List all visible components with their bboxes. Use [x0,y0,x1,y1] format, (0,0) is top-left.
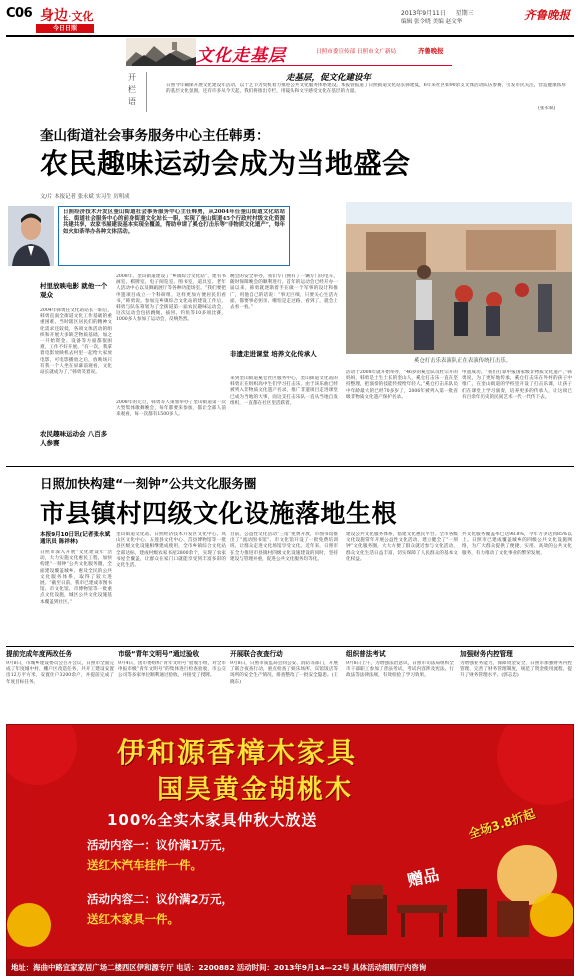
brief-1 [6,650,114,720]
article2-col2-text: 奎山街道文化站、日照经济技术开发区文化中心、岚山区文化中心、五莲县文化中心、莒县博物馆等一批县区级文化设施相继建成使用，全市乡镇综合文化站全部达标，建成村级农家书屋2800余个，实现了农家书屋全覆盖，让群众在家门口就能享受到丰富多彩的文化生活。 [116,532,226,569]
ad-event-1-line2: 送红木汽车挂件一件。 [87,858,202,872]
section-name: 身边 [40,8,68,24]
ad-promo-headline: 100%全实木家具仲秋大放送 [107,811,318,829]
ad-brand-2: 国昊黄金胡桃木 [157,775,354,805]
article2-headline: 市县镇村四级文化设施落地生根 [40,499,398,528]
advertisement [6,724,574,976]
article1-col2-text-2: 2008年的元旦，韩勇等人策划举办了奎山街道第一次大型集体歌舞晚会，每年都要来参加，都让全部人前来观看，每一次都有1500多人。 [116,400,226,418]
brief-body: 9月8日上午，为增强法治意识，日照市司法局组织全市干部职工参加了普法考试，考试内容涉及宪法、行政法等法律法规，有效检验了学习效果。 [346,661,454,679]
brief-title: 提前完成年度两改任务 [6,650,72,658]
intro-text: 日照经济技术开发区奎山街道社会事务服务中心主任韩勇，从2004年任奎山街道文化站站长、街道社会服务中心的前身街道文化站长一职，实现了奎山街道45个行政村村级文化资源共建共享，农家书屋建设基本实现全覆盖，帮助申请了奚仓打击乐等“非物质文化遗产”，每年如火如荼举办各种文体活动。 [63,209,285,235]
article2-col5-text: 共文化服务覆盖率已达98.8%，今年力争达到85%以上。日照市已建成覆盖城乡的四级公共文化设施网络，为广大群众提供了便捷、实用、高效的公共文化服务，有力推动了文化事业的繁荣发展。 [462,532,572,556]
article1-byline: 文/片 本报记者 张永斌 实习生 厉明成 [40,194,130,200]
date-line [401,8,474,17]
brief-body: 9月8日，日照市质监局会同公安、消防等部门，开展了联合夜查行动，重点检查了娱乐场所、宾馆饭店等场所的安全生产情况，排查整改了一批安全隐患。(王晓东) [230,661,338,685]
brief-body: 为增强业务能力，保障资金安全，日照市加强财务内控管理，完善了财务管理制度，规范了资金使用流程，提升了财务管理水平。(郭志忠) [460,661,572,679]
article2-col4-text: 建设公共文化服务体系，搭建文化惠民平台。全市各级文化设施常年开展公益性文化活动，建立健全了“一刻钟”文化服务圈，大大方便了群众就近参与文化活动，群众文化生活日益丰富，切实保障了人民群众的基本文化权益。 [346,532,458,562]
performance-photo [346,202,572,354]
brief-body: 9月4日，团市委组织“青年文明号”验收小组，对全市申报市级“青年文明号”的集体进行检查验收，市公交公司等多家单位顺利通过验收，并接受了授牌。 [118,661,226,679]
ad-footer: 地址：海曲中路宜家家居广场二楼西区伊和源专厅 电话：2200882 活动时间：2013年9月14—22号 具体活动细则厅内咨询 [7,959,574,976]
banner-landscape-icon [126,38,196,66]
article2-col1-text: 日照市深入开展“文化建设年”活动，大力实施文化惠民工程，加快构建“一刻钟”公共文化服务圈，全面建设覆盖城乡、惠及全民的公共文化服务体系，取得了较大进展。“截至日前，我市已建成市图书馆、市文化馆、市博物馆等一批重点文化设施，城区公共文化设施基本覆盖到社区。” [40,550,112,605]
editor-note [126,70,572,116]
article1-col1-text: 2004年韩勇任文化站站长一职后，韩勇直面全街道文化工作基础的重重困难。当时辖区居民们的精神文化需求还较低，各项文体活动的组织和开展大多缺乏物质基础，加之一开始资金、设备等方面都很困难，工作不好开展。“有一次，我拿着电影放映机去村里一起给大家放电影，可电影播放之后，放映场只有我一个人坐在屏幕前观看，文化站长就成为了，”韩勇笑着说。 [40,308,112,376]
article-divider [6,466,574,467]
section-sub: 文化 [71,10,94,23]
brief-title: 组织普法考试 [346,650,386,658]
brief-4 [346,650,454,720]
article1-headline: 农民趣味运动会成为当地盛会 [40,147,411,180]
article2-kicker: 日照加快构建“一刻钟”公共文化服务圈 [40,476,257,491]
portrait-photo [8,206,54,266]
subtag-badge: 今日日照 [36,24,94,33]
ad-event-2-line2: 送红木家具一件。 [87,912,179,926]
article1-col2-text: 2008年，奎山街道建设了“乡镇综合文化站”，建有书画室、棋牌室、电子阅览室、图书室、道具室、老年人活动中心以及舞蹈展厅等各种功能场室。“我们要把申遗项目成立一个科研组，这样更加方便居民们看书，”韩勇说。参加完乡镇综合文化站的建设工作后，韩勇与队伍筹划为了全街道第一届农民趣味运动会，这次运动会包括跳绳、拔河、钓鱼等10多项比赛，1000多人参加了运动会，反响热烈。 [116,274,226,323]
ad-event-1-line1: 活动内容一：议价满1万元， [87,838,234,852]
weekday: 星期三 [455,10,474,17]
brief-3 [230,650,338,720]
brief-body: 9月8日，市城乡建设委员会召开会议，日照市全面完成了年度城中村、棚户区改造任务，共开工建设安置房12万平方米，安置住户3200余户，并提前完成了年度目标任务。 [6,661,114,685]
subhead-3: 非遗走进课堂 培养文化传承人 [230,350,317,358]
article2-byline: 本报9月10日讯(记者张永斌 通讯员 陈祥林) [40,532,111,545]
article1-col4-text: 活动于2008年就开始举办，“46岁的奚仓队员杜宗开的妈妈，韩勇是土生土长的奎山人，奚仓打击乐一直在坚持整理，把演奏的技能传授给年轻人。”奚仓打击乐队员中年龄最大的已经70多岁了，2006年被列入第一批省级非物质文化遗产保护名录。 [346,370,458,400]
banner-sponsors: 日照市委宣传部 日照市文广新局 [316,49,397,55]
ad-brand-1: 伊和源香樟木家具 [117,736,358,769]
editor-note-byline: (张永斌) [538,106,556,111]
intro-box [58,206,290,266]
briefs-divider [6,646,574,647]
section-dot: · [68,10,72,23]
subhead-2: 农民趣味运动会 八百多人参赛 [40,430,108,447]
brief-5 [460,650,572,720]
editor-note-rule [146,72,147,112]
ad-event-2-line1: 活动内容二：议价满2万元， [87,892,234,906]
ad-event-1 [87,837,327,873]
ad-gift-label: 赠品 [405,864,441,891]
page-code: C06 [6,6,33,21]
brief-title: 加强财务内控管理 [460,650,513,658]
article1-col3-text-2: 来到奎山街道奚仓社区服务中心，奎山街道文化站的韩勇正在组织高中生们学习打击乐，由于该乐曲已经被列入非物质文化遗产名录，推广非遗项目走进课堂已成为当地的大事，而这支打击乐队一直从当地自发组织，一直都在社区里活跃着。 [230,376,338,406]
ad-event-2 [87,891,327,927]
editor-note-body: 日照今年确保开展文化建设年活动，以十艺节为契机着力推进公共文化服务体系建设。本报曾报道了日照街道文化站长韩建夏，6年来社区如90余支文体活动队伍参赛，引发市民关注，营造健康浓厚的基层文化氛围，还有许多从今天起，我们将推出专栏，用镜头和文字感受文化在基层的力量。 [166,83,566,95]
editor-note-label: 开栏语 [128,73,136,106]
ad-discount-badge: 全场3.8折起 [466,806,537,842]
subhead-1: 村里放映电影 就他一个观众 [40,282,108,299]
photo-caption: 奚仓打击乐表演队正在表演传统打击乐。 [414,358,512,364]
article1-kicker: 奎山街道社会事务服务中心主任韩勇： [40,128,270,144]
article2-col3-text: 目前，公益性文化活动“三馆”免费开放，市图书馆推出了“流动图书馆”，市文化馆开设了一批免费培训班，让群众走进文化场馆享受文化。近年来，日照市在全力推进市县镇村四级文化设施建设的同时，坚持建设与管理并重，促进公共文化服务均等化。 [230,532,338,562]
banner-title: 文化走基层 [196,46,286,66]
editor-note-heading: 走基层，促文化建设年 [286,73,372,83]
brief-title: 市级“青年文明号”通过验收 [118,650,200,658]
editors: 编辑 张令晓 美编 赵文华 [401,19,463,25]
masthead-divider [6,35,574,37]
section-title [40,5,94,25]
paper-logo: 齐鲁晚报 [524,8,570,22]
brief-2 [118,650,226,720]
article1-col3-text: 晚会的安全举办，我们专门拥有了一辆专门的电车，随时保障晚会的顺利进行。首年的运动会已经开办一届以来，韩勇就逐渐着手在做一个军事的设计和推广，用他自己的话说：“事无巨细，只要关心生活方面，都要事必躬亲，哪怕是走过路，看到了，就会上去看一看。” [230,274,338,311]
date: 2013年9月11日 [401,10,446,17]
article1-col5-text: 申遗成功。“我们打算申报国家级非物质文化遗产，”韩勇说，为了更好地传承，奚仓打击乐在外村的孩子中推广，在奎山街道的学校里开设了打击乐课，让孩子们在课堂上学习演奏，培养更多的传承人，让这项已有百余年历史的民间艺术一代一代传下去。 [462,370,572,400]
brief-title: 开展联合夜查行动 [230,650,283,658]
banner-paper-logo: 齐鲁晚报 [418,47,444,55]
masthead [6,4,574,34]
furniture-icon [337,875,537,947]
column-banner [126,38,452,66]
